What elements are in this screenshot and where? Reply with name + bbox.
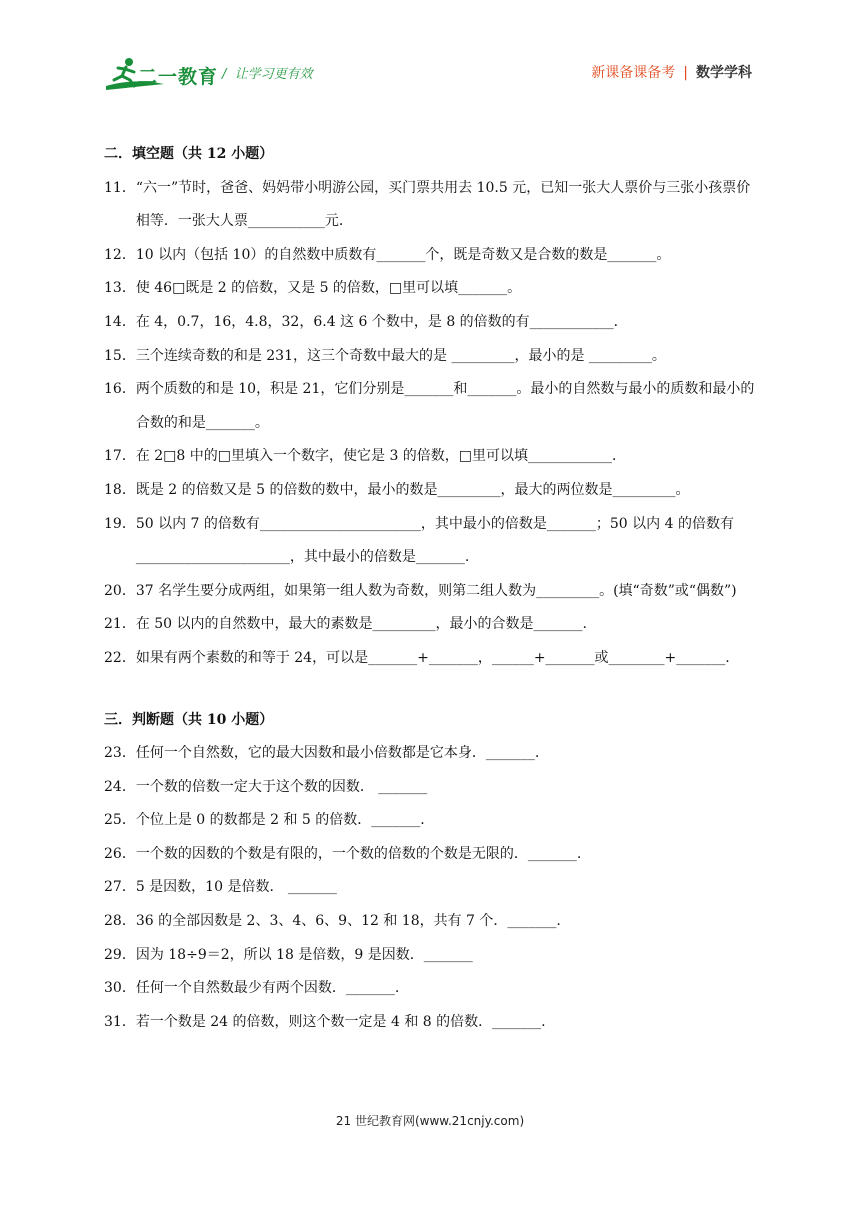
question-item [104,440,764,474]
question-item [104,373,764,440]
question-text: 50 以内 7 的倍数有_______________________，其中最小的倍数是_______；50 以内 4 的倍数有______________________，其中最小的倍数是_______. [135,515,734,566]
question-item [104,272,764,306]
header-subject: 数学学科 [696,65,752,81]
question-text: 10 以内（包括 10）的自然数中质数有_______个，既是奇数又是合数的数是_______。 [135,246,671,263]
question-number: 26． [104,845,136,862]
question-number: 13． [104,280,136,297]
document-body [104,138,764,1039]
question-text: 在 50 以内的自然数中，最大的素数是_________，最小的合数是_______. [135,616,587,633]
question-text: 在 4，0.7，16，4.8，32，6.4 这 6 个数中，是 8 的倍数的有____________． [135,313,628,330]
question-text: 在 2□8 中的□里填入一个数字，使它是 3 的倍数，□里可以填____________． [135,448,627,465]
question-number: 31． [104,1013,136,1030]
question-number: 12． [104,246,136,263]
question-text: 一个数的因数的个数是有限的，一个数的倍数的个数是无限的．_______. [135,845,582,862]
question-item [104,737,764,771]
question-text: 个位上是 0 的数都是 2 和 5 的倍数．_______. [135,812,425,829]
header-separator: | [683,65,688,81]
question-text: 若一个数是 24 的倍数，则这个数一定是 4 和 8 的倍数．_______. [135,1013,546,1030]
question-number: 27． [104,879,136,896]
logo-text: 二一教育 [138,66,219,88]
question-number: 24． [104,778,136,795]
question-item [104,871,764,905]
slogan-text: 让学习更有效 [234,67,313,82]
header-right [591,62,752,82]
section-title-fill-in: 二．填空题（共 12 小题） [104,146,274,162]
question-number: 22． [104,649,136,666]
question-text: 如果有两个素数的和等于 24，可以是_______+_______，______+_______或________+_______. [135,649,730,666]
question-text: 5 是因数，10 是倍数． _______ [135,879,337,896]
judgement-question-list [104,737,764,1039]
question-text: 两个质数的和是 10，积是 21，它们分别是_______和_______。最小的自然数与最小的质数和最小的合数的和是_______。 [135,381,755,431]
question-number: 28． [104,913,136,930]
question-number: 30． [104,980,136,997]
question-number: 17． [104,448,136,465]
question-text: 既是 2 的倍数又是 5 的倍数的数中，最小的数是_________，最大的两位数是_________。 [135,481,690,498]
question-number: 19． [104,515,136,532]
question-number: 15． [104,347,136,364]
header-slogan: / 让学习更有效 [222,67,313,82]
header-course-label: 新课备课备考 [591,65,676,81]
question-text: 37 名学生要分成两组，如果第一组人数为奇数，则第二组人数为_________。(填“奇数”或“偶数”) [135,582,737,599]
question-text: “六一”节时，爸爸、妈妈带小明游公园，买门票共用去 10.5 元，已知一张大人票价与三张小孩票价相等．一张大人票___________元． [135,179,751,230]
question-item [104,642,764,676]
question-item [104,575,764,609]
question-item [104,508,764,575]
question-item [104,905,764,939]
question-number: 23． [104,745,136,762]
question-item [104,474,764,508]
question-item [104,972,764,1006]
question-number: 25． [104,812,136,829]
question-text: 36 的全部因数是 2、3、4、6、9、12 和 18，共有 7 个．_______. [135,913,561,930]
page-footer: 21 世纪教育网(www.21cnjy.com) [335,1114,525,1128]
question-number: 14． [104,313,136,330]
question-text: 三个连续奇数的和是 231，这三个奇数中最大的是 _________，最小的是 _________。 [135,347,666,364]
fill-in-question-list [104,172,764,676]
question-item [104,340,764,374]
question-number: 18． [104,481,136,498]
question-item [104,804,764,838]
question-number: 21． [104,616,136,633]
question-number: 20． [104,582,136,599]
question-text: 任何一个自然数，它的最大因数和最小倍数都是它本身．_______. [135,745,540,762]
question-text: 一个数的倍数一定大于这个数的因数． _______ [135,778,428,795]
page-header [0,0,860,100]
question-item [104,771,764,805]
question-item [104,608,764,642]
question-number: 11． [104,179,136,196]
question-item [104,172,764,239]
question-number: 29． [104,946,136,963]
question-item [104,838,764,872]
question-item [104,1006,764,1040]
question-text: 因为 18÷9＝2，所以 18 是倍数，9 是因数．_______ [135,946,473,963]
question-item [104,239,764,273]
section-gap [104,676,764,704]
question-number: 16． [104,381,136,398]
section-title-judgement: 三．判断题（共 10 小题） [104,711,274,728]
question-text: 使 46□既是 2 的倍数，又是 5 的倍数，□里可以填_______。 [135,280,522,297]
question-item [104,306,764,340]
question-text: 任何一个自然数最少有两个因数．_______. [135,980,400,997]
question-item [104,939,764,973]
